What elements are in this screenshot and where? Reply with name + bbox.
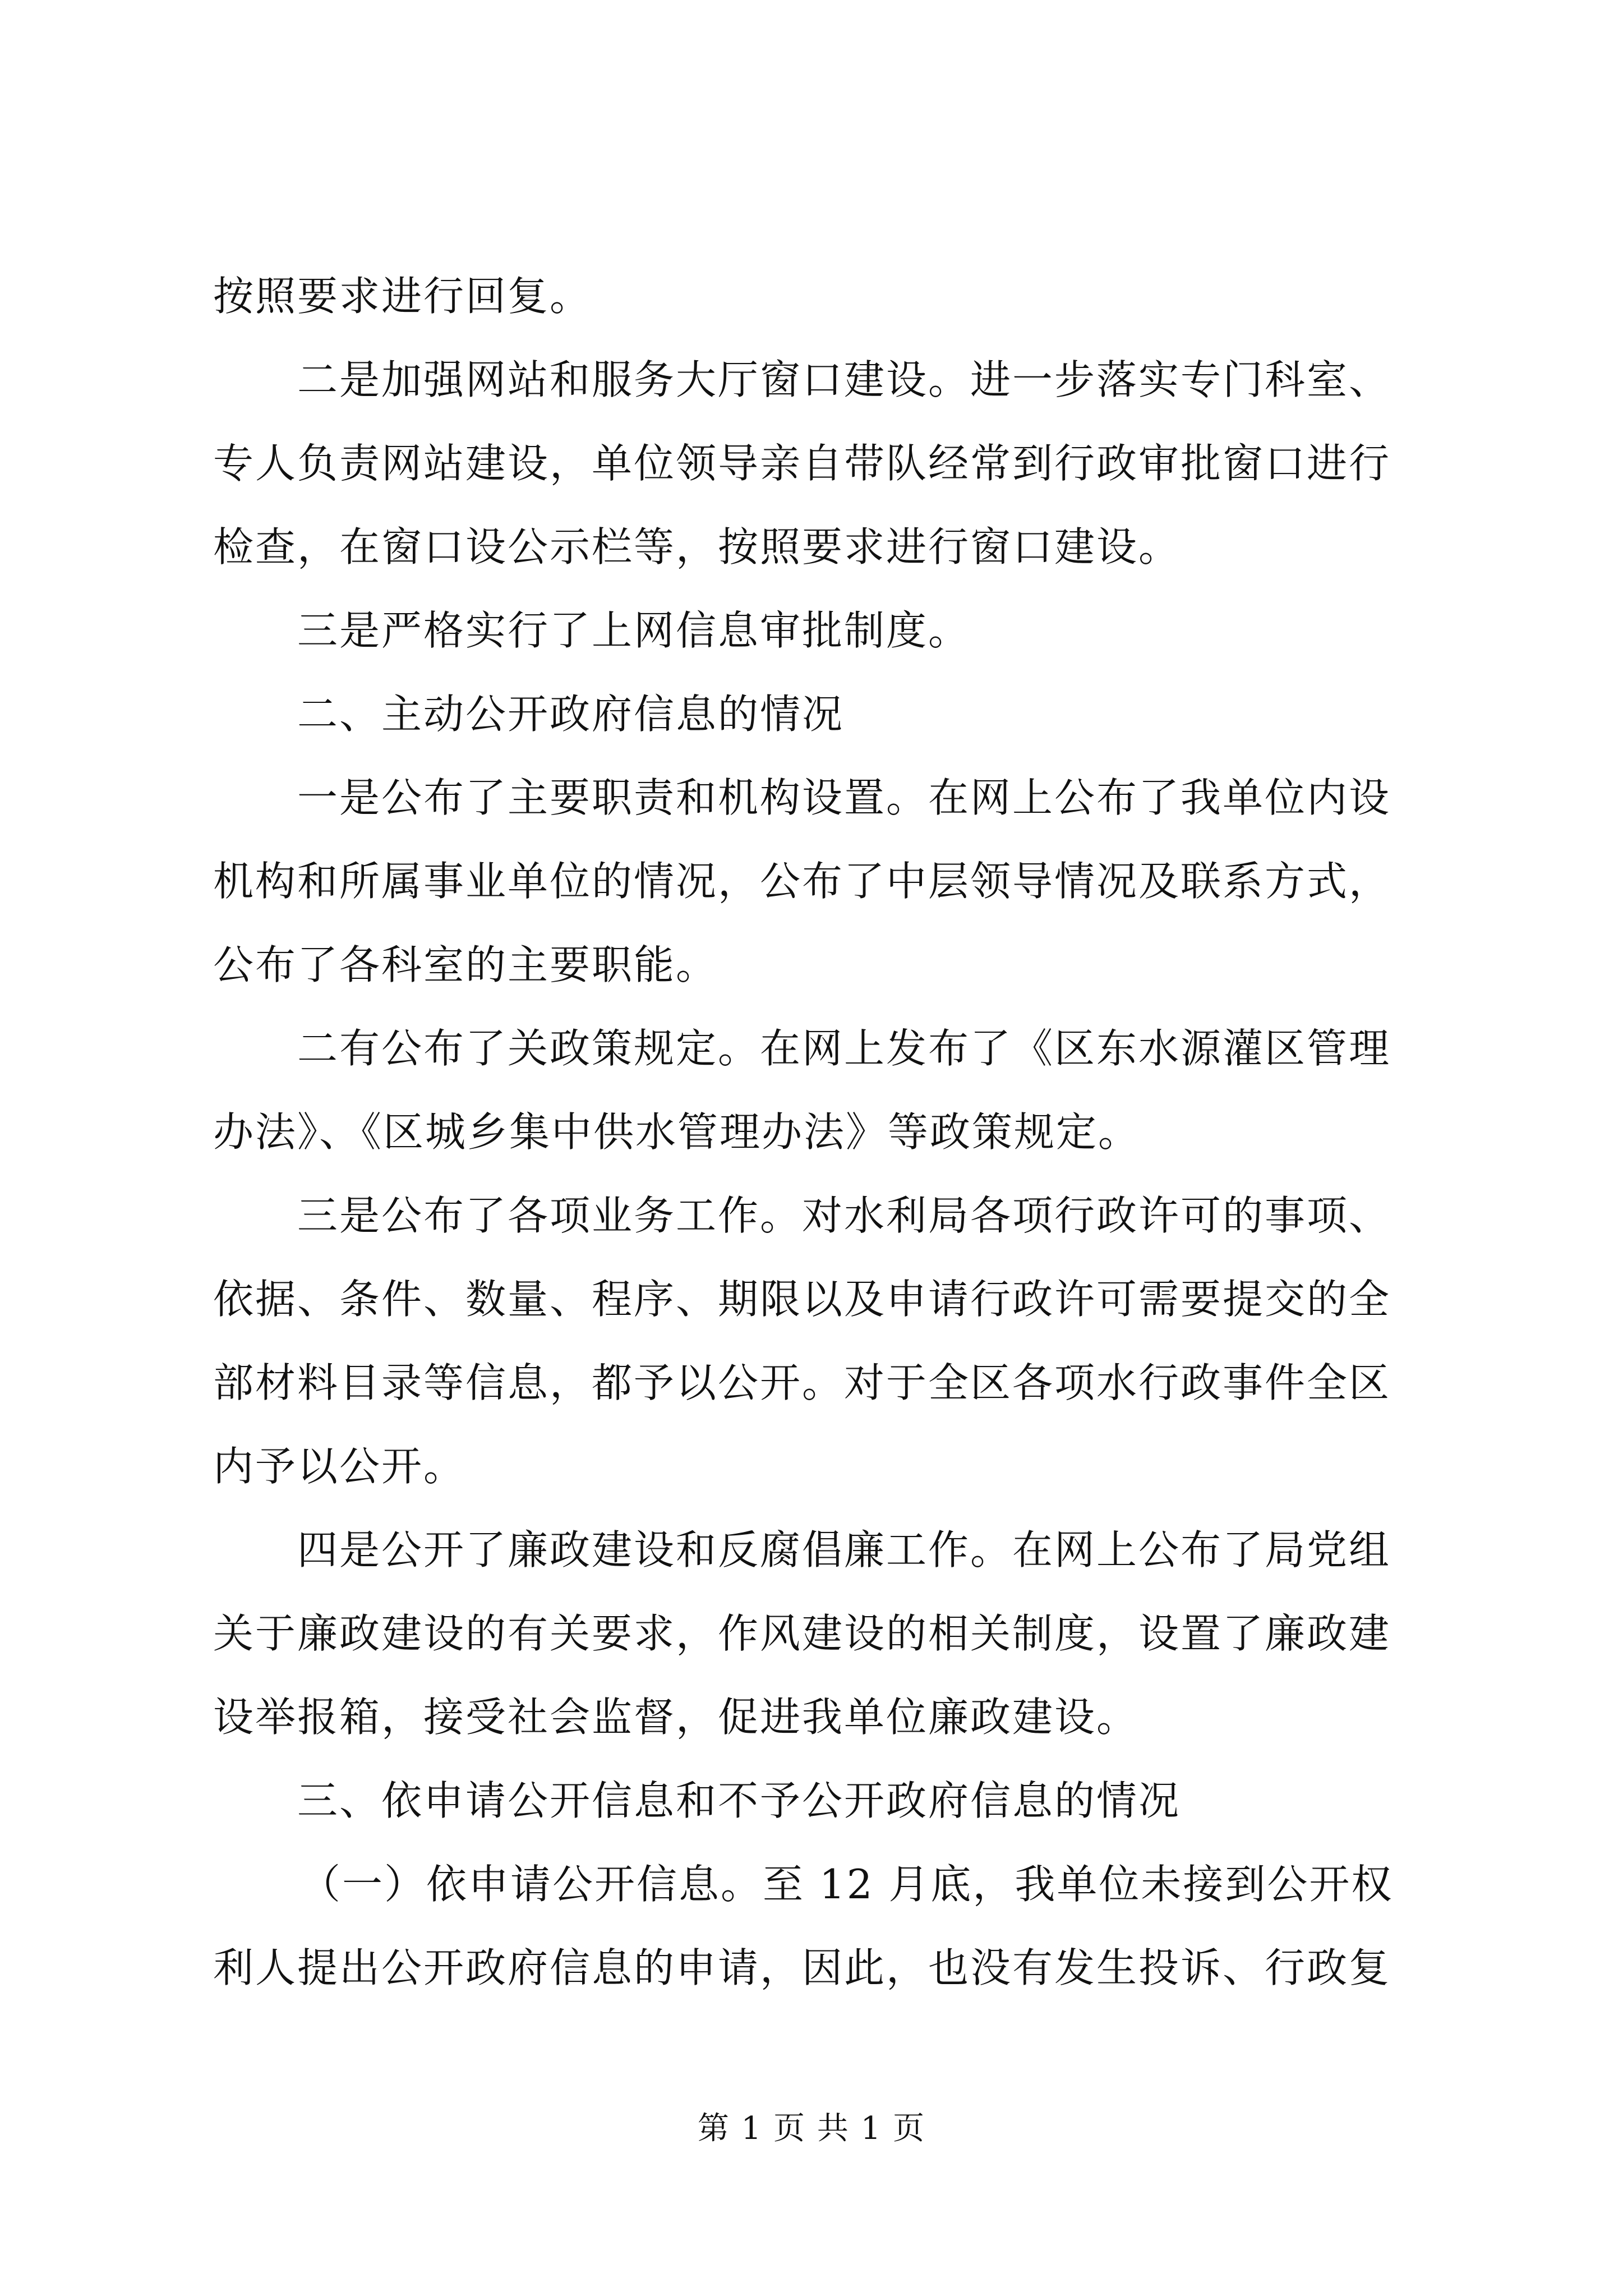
text-line: 公布了各科室的主要职能。	[213, 941, 718, 988]
text-line: 设举报箱，接受社会监督，促进我单位廉政建设。	[213, 1694, 1139, 1741]
text-line: 二有公布了关政策规定。在网上发布了《区东水源灌区管理	[297, 1025, 1391, 1072]
text-line: 四是公开了廉政建设和反腐倡廉工作。在网上公布了局党组	[297, 1526, 1391, 1573]
text-line: （一）依申请公开信息。至 12 月底，我单位未接到公开权	[300, 1861, 1394, 1908]
text-line: 二是加强网站和服务大厅窗口建设。进一步落实专门科室、	[297, 356, 1391, 403]
text-line: 利人提出公开政府信息的申请，因此，也没有发生投诉、行政复	[213, 1944, 1391, 1991]
section-heading: 二、主动公开政府信息的情况	[297, 691, 845, 738]
text-line: 办法》、《区城乡集中供水管理办法》等政策规定。	[213, 1108, 1141, 1156]
text-line: 按照要求进行回复。	[213, 273, 592, 320]
text-line: 专人负责网站建设，单位领导亲自带队经常到行政审批窗口进行	[213, 440, 1391, 487]
text-line: 部材料目录等信息，都予以公开。对于全区各项水行政事件全区	[213, 1359, 1391, 1406]
text-line: 一是公布了主要职责和机构设置。在网上公布了我单位内设	[297, 774, 1391, 821]
section-heading: 三、依申请公开信息和不予公开政府信息的情况	[297, 1777, 1181, 1824]
text-line: 三是公布了各项业务工作。对水利局各项行政许可的事项、	[297, 1192, 1391, 1239]
body-text	[213, 255, 1419, 2010]
page-number-footer: 第 1 页 共 1 页	[697, 2110, 926, 2147]
text-line: 关于廉政建设的有关要求，作风建设的相关制度，设置了廉政建	[213, 1610, 1391, 1657]
text-line: 依据、条件、数量、程序、期限以及申请行政许可需要提交的全	[213, 1276, 1391, 1323]
text-line: 三是严格实行了上网信息审批制度。	[297, 607, 971, 654]
text-line: 机构和所属事业单位的情况，公布了中层领导情况及联系方式，	[213, 858, 1391, 905]
text-line: 检查，在窗口设公示栏等，按照要求进行窗口建设。	[213, 523, 1181, 570]
text-line: 内予以公开。	[213, 1443, 466, 1490]
